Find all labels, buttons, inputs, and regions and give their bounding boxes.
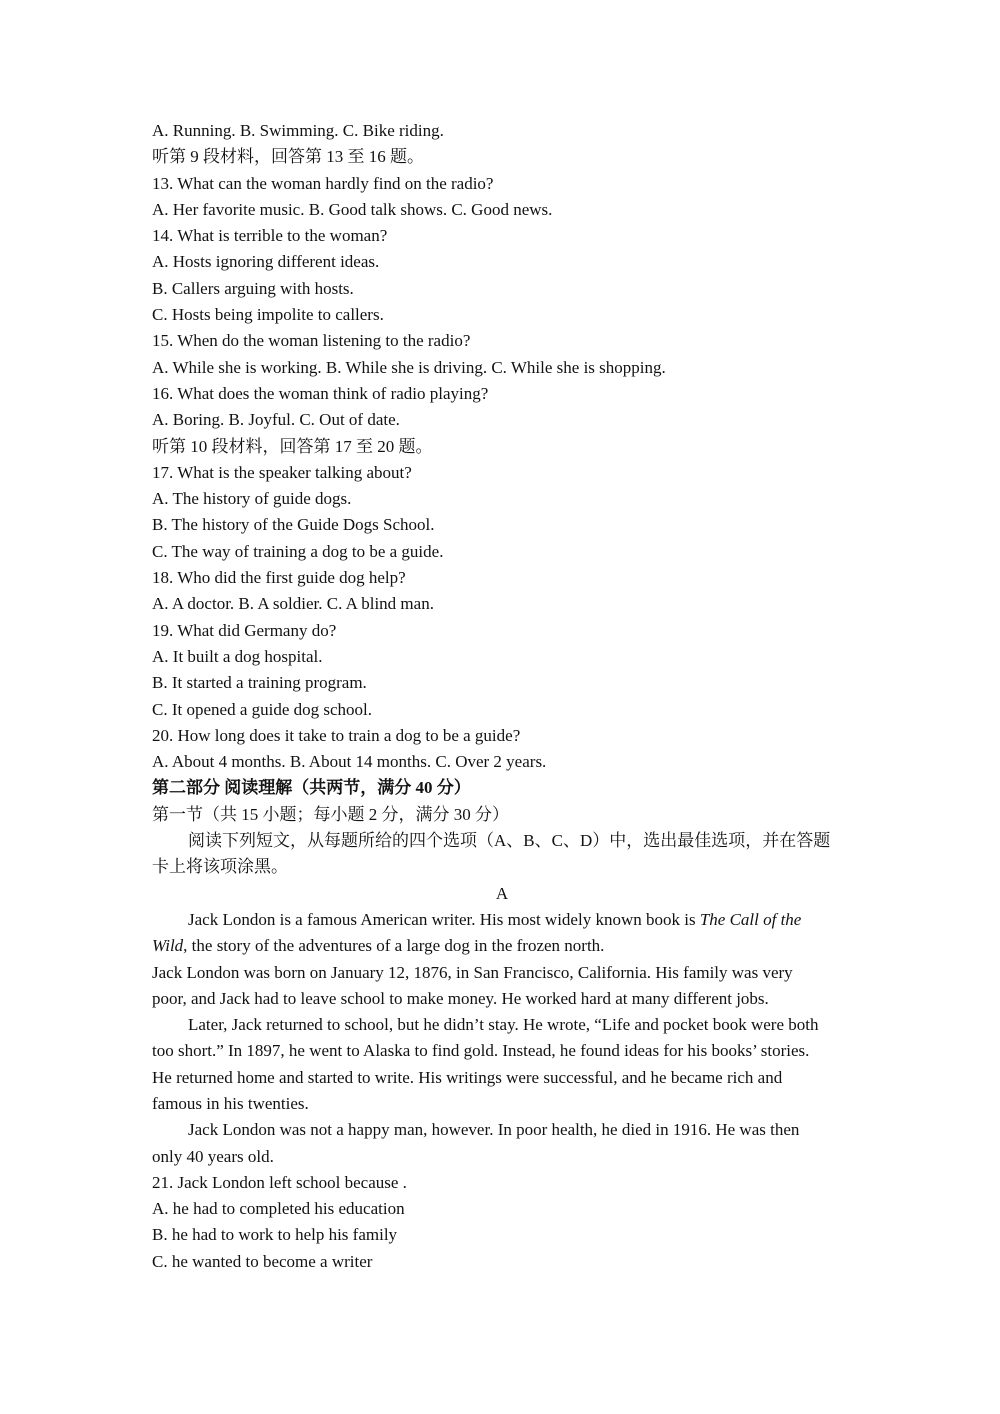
question-21: [152, 1170, 852, 1196]
passage-line: [152, 933, 852, 959]
option-a: [152, 644, 852, 670]
options-line: [152, 749, 852, 775]
question-18: [152, 565, 852, 591]
option-c: [152, 539, 852, 565]
document-lines: [152, 118, 852, 1275]
passage-line: [152, 1012, 852, 1038]
text-segment: He returned home and started to write. His writings were successful, and he became rich and: [152, 1067, 783, 1087]
option-a: [152, 249, 852, 275]
passage-line: [152, 1038, 852, 1064]
question-20: [152, 723, 852, 749]
option-c: [152, 1249, 852, 1275]
options-line: [152, 355, 852, 381]
text-segment: poor, and Jack had to leave school to make money. He worked hard at many different jobs.: [152, 988, 769, 1008]
text-segment: 17. What is the speaker talking about?: [152, 462, 412, 482]
text-segment: 卡上将该项涂黑。: [152, 857, 288, 877]
text-segment: 第二部分 阅读理解（共两节，满分 40 分）: [152, 778, 471, 798]
question-19: [152, 618, 852, 644]
section-instruction: [152, 434, 852, 460]
text-segment: A. Running. B. Swimming. C. Bike riding.: [152, 121, 444, 140]
option-b: [152, 670, 852, 696]
text-segment: B. Callers arguing with hosts.: [152, 278, 354, 298]
text-segment: 听第 10 段材料，回答第 17 至 20 题。: [152, 436, 433, 456]
text-segment: A: [495, 883, 509, 903]
text-segment: 20. How long does it take to train a dog to be a guide?: [152, 725, 521, 745]
text-segment: C. Hosts being impolite to callers.: [152, 305, 384, 325]
option-b: [152, 1222, 852, 1248]
text-segment: 阅读下列短文，从每题所给的四个选项（A、B、C、D）中，选出最佳选项，并在答题: [188, 831, 831, 851]
part2-heading: [152, 775, 852, 801]
passage-line: [152, 1091, 852, 1117]
passage-line: [152, 1117, 852, 1143]
option-c: [152, 697, 852, 723]
question-15: [152, 328, 852, 354]
options-line: [152, 407, 852, 433]
text-segment: A. About 4 months. B. About 14 months. C. Over 2 years.: [152, 752, 547, 772]
document-page: [152, 118, 852, 1275]
text-segment: Jack London was not a happy man, however. In poor health, he died in 1916. He was then: [188, 1120, 800, 1140]
text-segment: too short.” In 1897, he went to Alaska to find gold. Instead, he found ideas for his books’ stories.: [152, 1041, 810, 1061]
option-a: [152, 1196, 852, 1222]
text-segment: 18. Who did the first guide dog help?: [152, 568, 406, 588]
book-title-italic: The Call of the: [699, 909, 802, 929]
question-16: [152, 381, 852, 407]
text-segment: B. he had to work to help his family: [152, 1225, 398, 1245]
section1-heading: [152, 802, 852, 828]
text-segment: A. A doctor. B. A soldier. C. A blind man.: [152, 594, 434, 614]
text-segment: 15. When do the woman listening to the radio?: [152, 331, 471, 351]
option-a: [152, 486, 852, 512]
text-segment: C. It opened a guide dog school.: [152, 699, 373, 719]
text-segment: A. The history of guide dogs.: [152, 489, 352, 509]
text-segment: only 40 years old.: [152, 1146, 274, 1166]
text-segment: C. he wanted to become a writer: [152, 1251, 373, 1271]
reading-instruction: [152, 828, 852, 854]
text-segment: A. Hosts ignoring different ideas.: [152, 252, 380, 272]
text-segment: 16. What does the woman think of radio playing?: [152, 383, 489, 403]
text-segment: A. Her favorite music. B. Good talk shows. C. Good news.: [152, 199, 553, 219]
text-segment: 听第 9 段材料，回答第 13 至 16 题。: [152, 147, 424, 167]
question-17: [152, 460, 852, 486]
option-b: [152, 276, 852, 302]
text-segment: famous in his twenties.: [152, 1093, 309, 1113]
text-segment: Later, Jack returned to school, but he didn’t stay. He wrote, “Life and pocket book were both: [188, 1015, 819, 1035]
reading-instruction: [152, 854, 852, 880]
passage-label: [152, 881, 852, 907]
text-segment: 19. What did Germany do?: [152, 620, 337, 640]
text-segment: Jack London was born on January 12, 1876, in San Francisco, California. His family was very: [152, 962, 793, 982]
text-segment: C. The way of training a dog to be a guide.: [152, 541, 444, 561]
option-c: [152, 302, 852, 328]
options-line: [152, 197, 852, 223]
text-segment: Jack London is a famous American writer. His most widely known book is: [188, 909, 700, 929]
text-segment: 21. Jack London left school because .: [152, 1172, 407, 1192]
text-segment: B. The history of the Guide Dogs School.: [152, 515, 435, 535]
text-segment: , the story of the adventures of a large dog in the frozen north.: [183, 936, 605, 956]
text-segment: A. he had to completed his education: [152, 1199, 405, 1219]
text-segment: 13. What can the woman hardly find on the radio?: [152, 173, 494, 193]
question-14: [152, 223, 852, 249]
text-segment: A. It built a dog hospital.: [152, 646, 323, 666]
book-title-italic: Wild: [152, 936, 184, 956]
passage-line: [152, 1065, 852, 1091]
text-segment: B. It started a training program.: [152, 673, 367, 693]
question-13: [152, 171, 852, 197]
text-segment: 第一节（共 15 小题；每小题 2 分，满分 30 分）: [152, 804, 509, 824]
options-line: [152, 591, 852, 617]
option-b: [152, 512, 852, 538]
text-segment: A. While she is working. B. While she is driving. C. While she is shopping.: [152, 357, 666, 377]
section-instruction: [152, 144, 852, 170]
passage-line: [152, 986, 852, 1012]
passage-line: [152, 1144, 852, 1170]
text-segment: A. Boring. B. Joyful. C. Out of date.: [152, 410, 400, 430]
text-segment: 14. What is terrible to the woman?: [152, 226, 388, 246]
options-line: [152, 118, 852, 144]
passage-line: [152, 907, 852, 933]
passage-line: [152, 960, 852, 986]
